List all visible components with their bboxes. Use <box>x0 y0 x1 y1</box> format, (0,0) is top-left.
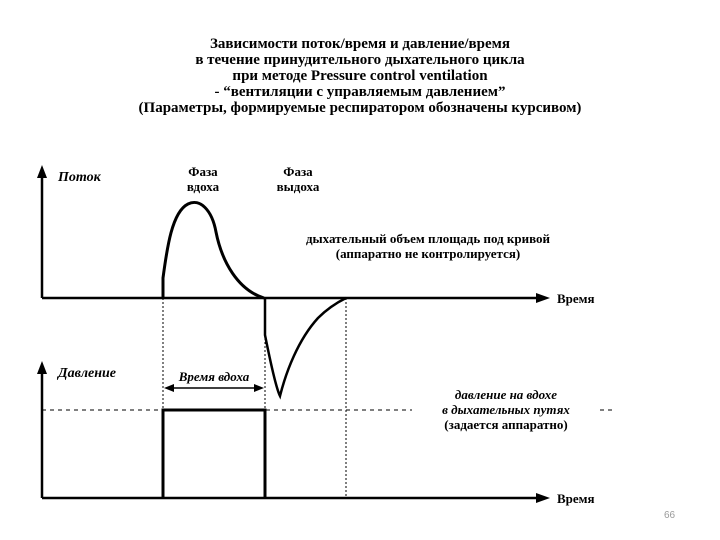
flow-y-label: Поток <box>58 170 101 185</box>
inhale-time-arrow-left-icon <box>164 384 174 392</box>
pressure-note-line2: в дыхательных путях <box>442 402 570 417</box>
pressure-y-label: Давление <box>58 366 116 381</box>
expiratory-flow-curve <box>265 298 346 396</box>
inhale-time-label: Время вдоха <box>178 369 250 384</box>
phase-inhale-line2: вдоха <box>186 179 220 194</box>
volume-note-line2: (аппаратно не контролируется) <box>335 246 521 261</box>
volume-note-line1: дыхательный объем площадь под кривой <box>305 231 551 246</box>
phase-guides <box>163 298 346 498</box>
flow-graph <box>37 164 595 396</box>
title-line-4: - “вентиляции с управляемым давлением” <box>214 84 506 100</box>
page-number: 66 <box>664 510 676 521</box>
phase-exhale-line1: Фаза <box>283 164 313 179</box>
title-line-5: (Параметры, формируемые респиратором обозначены курсивом) <box>138 100 582 116</box>
flow-x-arrow-icon <box>536 293 550 303</box>
title-line-2: в течение принудительного дыхательного цикла <box>195 52 525 68</box>
pressure-graph <box>37 361 612 506</box>
pressure-x-label: Время <box>557 491 595 506</box>
flow-y-arrow-icon <box>37 165 47 178</box>
pressure-y-arrow-icon <box>37 361 47 374</box>
inhale-time-arrow-right-icon <box>254 384 264 392</box>
flow-x-label: Время <box>557 291 595 306</box>
pressure-x-arrow-icon <box>536 493 550 503</box>
inspiratory-flow-curve <box>163 202 264 298</box>
title-line-1: Зависимости поток/время и давление/время <box>209 36 510 52</box>
phase-exhale-line2: выдоха <box>276 179 320 194</box>
pressure-waveform <box>163 410 265 498</box>
phase-inhale-line1: Фаза <box>188 164 218 179</box>
pressure-note-line3: (задается аппаратно) <box>444 417 568 432</box>
pressure-note-line1: давление на вдохе <box>454 387 558 402</box>
title-line-3: при методе Pressure control ventilation <box>232 68 488 84</box>
